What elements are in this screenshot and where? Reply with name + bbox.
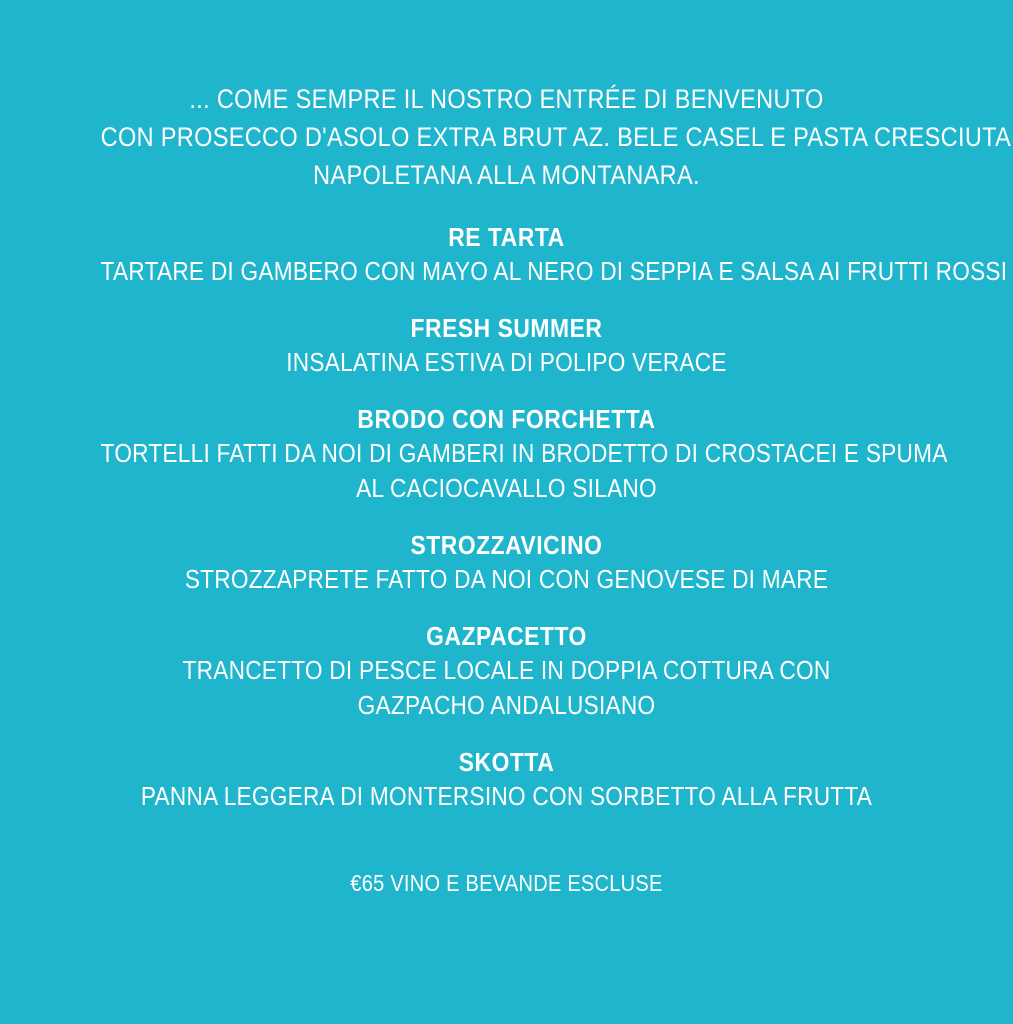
menu-course — [40, 619, 973, 723]
course-title: RE TARTA — [448, 222, 565, 252]
menu-intro-line: CON PROSECCO D'ASOLO EXTRA BRUT AZ. BELE CASEL E PASTA CRESCIUTA — [100, 122, 1012, 152]
course-description — [101, 779, 913, 814]
course-description — [101, 653, 913, 723]
course-description — [101, 562, 913, 597]
menu-course — [40, 311, 973, 380]
menu-course — [40, 745, 973, 814]
course-title: BRODO CON FORCHETTA — [357, 404, 656, 434]
price-note: €65 VINO E BEVANDE ESCLUSE — [350, 870, 663, 896]
course-description-line: STROZZAPRETE FATTO DA NOI CON GENOVESE DI MARE — [184, 564, 829, 594]
course-description-line: AL CACIOCAVALLO SILANO — [356, 473, 657, 503]
course-description-line: TORTELLI FATTI DA NOI DI GAMBERI IN BRODETTO DI CROSTACEI E SPUMA — [100, 438, 948, 468]
course-description — [100, 254, 1008, 289]
menu-course — [40, 402, 973, 506]
course-description — [101, 345, 913, 380]
menu-course — [40, 220, 1008, 289]
course-title: STROZZAVICINO — [410, 530, 603, 560]
course-description — [100, 436, 948, 506]
menu-course — [40, 528, 973, 597]
course-description-line: TARTARE DI GAMBERO CON MAYO AL NERO DI SEPPIA E SALSA AI FRUTTI ROSSI — [100, 256, 1008, 286]
course-description-line: INSALATINA ESTIVA DI POLIPO VERACE — [286, 347, 727, 377]
course-description-line: PANNA LEGGERA DI MONTERSINO CON SORBETTO ALLA FRUTTA — [140, 781, 873, 811]
course-description-line: TRANCETTO DI PESCE LOCALE IN DOPPIA COTTURA CON — [182, 655, 831, 685]
menu-intro-line: ... COME SEMPRE IL NOSTRO ENTRÉE DI BENVENUTO — [189, 84, 824, 114]
course-title: GAZPACETTO — [426, 621, 587, 651]
course-description-line: GAZPACHO ANDALUSIANO — [357, 690, 656, 720]
course-title: FRESH SUMMER — [410, 313, 603, 343]
menu-intro — [100, 80, 1012, 194]
course-title: SKOTTA — [458, 747, 555, 777]
menu-intro-line: NAPOLETANA ALLA MONTANARA. — [313, 160, 700, 190]
